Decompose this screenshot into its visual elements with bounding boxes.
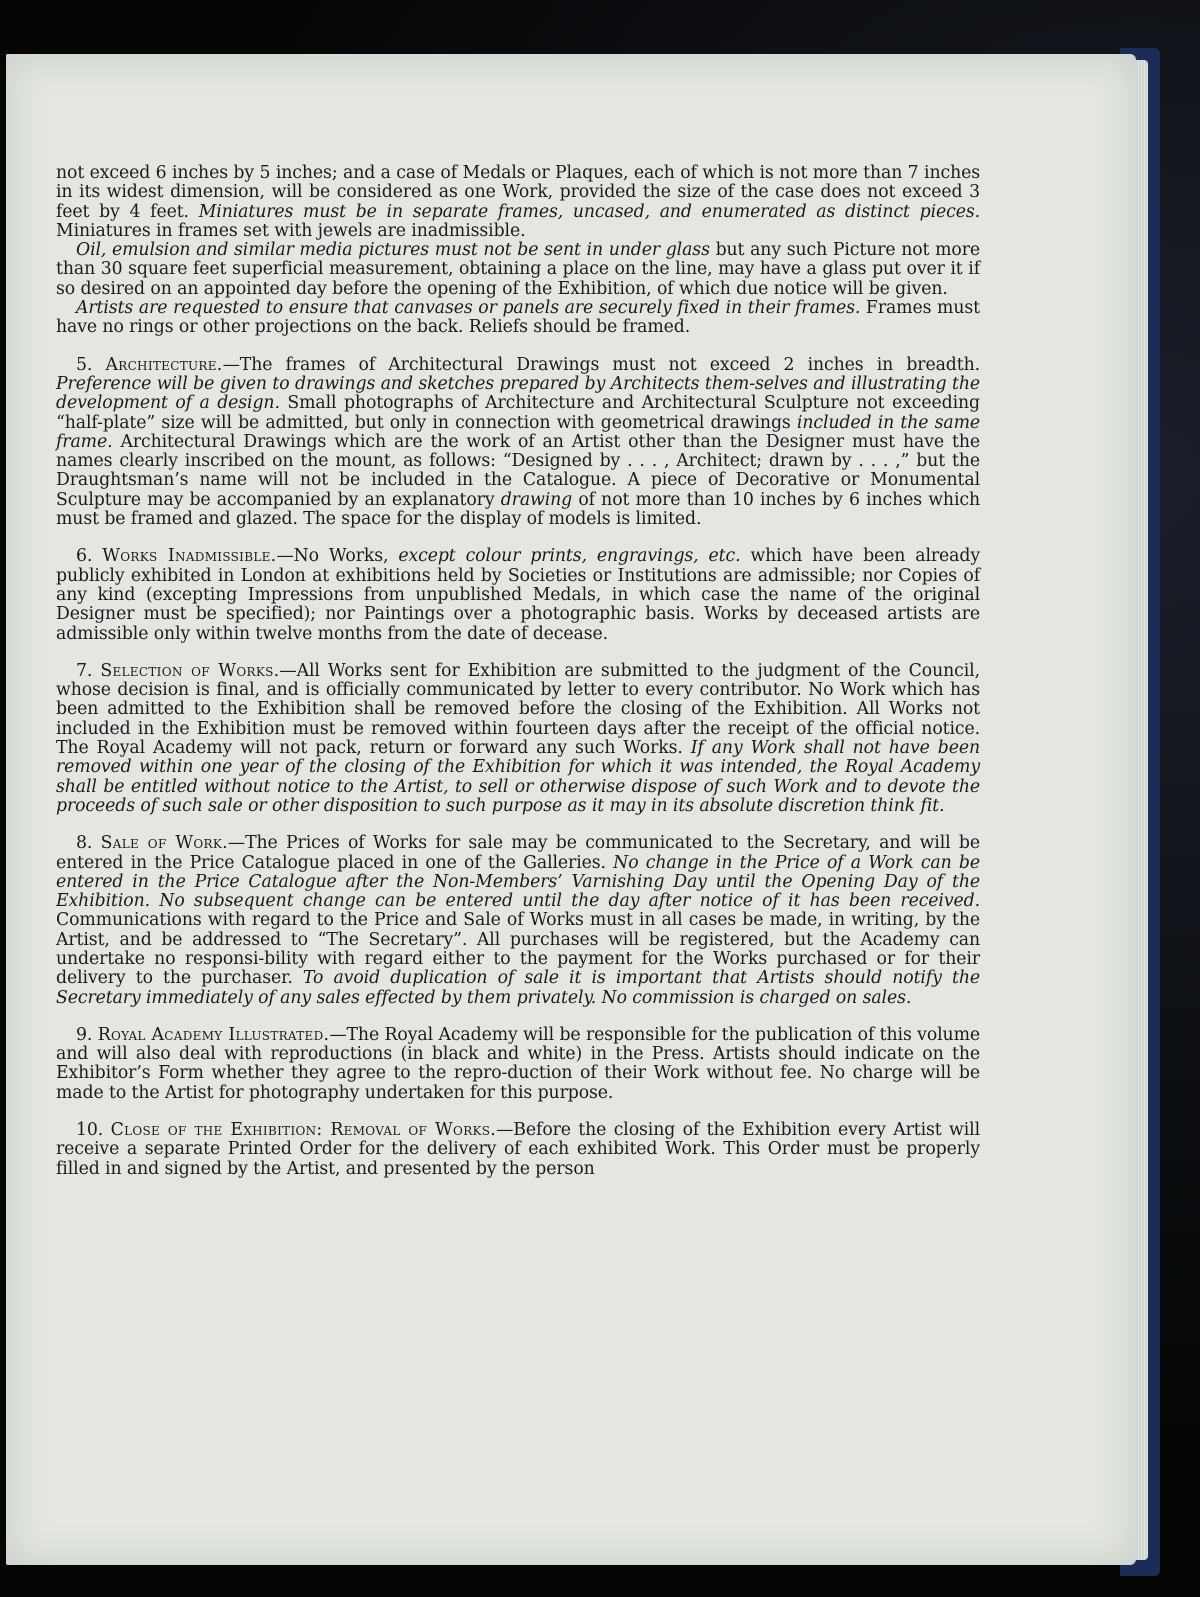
paragraph-size-limits: not exceed 6 inches by 5 inches; and a case of Medals or Plaques, each of which is not more than 7 inches in its widest dimension, will be considered as one Work, provided the size of the case does not exceed 3 feet by 4 feet. Miniatures must be in separate frames, uncased, and enumerated as distinct pieces. Miniatures in frames set with jewels are inadmissible. bbox=[56, 163, 981, 241]
section-5-architecture: 5. Architecture.—The frames of Architectural Drawings must not exceed 2 inches in breadth. Preference will be given to drawings and sketches prepared by Architects them-selves and illustrating the development of a design. Small photographs of Architecture and Architectural Sculpture not exceeding “half-plate” size will be admitted, but only in connection with geometrical drawings included in the same frame. Architectural Drawings which are the work of an Artist other than the Designer must have the names clearly inscribed on the mount, as follows: “Designed by . . . , Architect; drawn by . . . ,” but the Draughtsman’s name will not be included in the Catalogue. A piece of Decorative or Monumental Sculpture may be accompanied by an explanatory drawing of not more than 10 inches by 6 inches which must be framed and glazed. The space for the display of models is limited. bbox=[56, 354, 980, 530]
section-heading: Architecture. bbox=[105, 354, 223, 375]
page-text bbox=[56, 164, 980, 1179]
section-heading: Works Inadmissible. bbox=[102, 546, 277, 567]
section-heading: Sale of Work. bbox=[100, 833, 228, 854]
section-8-sale-of-work: 8. Sale of Work.—The Prices of Works for sale may be communicated to the Secretary, and will be entered in the Price Catalogue placed in one of the Galleries. No change in the Price of a Work can be entered in the Price Catalogue after the Non-Members’ Varnishing Day until the Opening Day of the Exhibition. No subsequent change can be entered until the day after notice of it has been received. Communications with regard to the Price and Sale of Works must in all cases be made, in writing, by the Artist, and be addressed to “The Secretary”. All purchases will be registered, but the Academy can undertake no responsi-bility with regard either to the payment for the Works purchased or for their delivery to the purchaser. To avoid duplication of sale it is important that Artists should notify the Secretary immediately of any sales effected by them privately. No commission is charged on sales. bbox=[56, 833, 980, 1008]
section-7-selection-of-works: 7. Selection of Works.—All Works sent for Exhibition are submitted to the judgment of the Council, whose decision is final, and is officially communicated by letter to every contributor. No Work which has been admitted to the Exhibition shall be removed before the closing of the Exhibition. All Works not included in the Exhibition must be removed within fourteen days after the receipt of the official notice. The Royal Academy will not pack, return or forward any such Works. If any Work shall not have been removed within one year of the closing of the Exhibition for which it was intended, the Royal Academy shall be entitled without notice to the Artist, to sell or otherwise dispose of such Work and to devote the proceeds of such sale or other disposition to such purpose as it may in its absolute discretion think fit. bbox=[56, 660, 980, 816]
paragraph-frames: Artists are requested to ensure that canvases or panels are securely fixed in their frames. Frames must have no rings or other projections on the back. Reliefs should be framed. bbox=[56, 298, 980, 338]
section-6-works-inadmissible: 6. Works Inadmissible.—No Works, except colour prints, engravings, etc. which have been already publicly exhibited in London at exhibitions held by Societies or Institutions are admissible; nor Copies of any kind (excepting Impressions from unpublished Medals, in which case the name of the original Designer must be specified); nor Paintings over a photographic basis. Works by deceased artists are admissible only within twelve months from the date of decease. bbox=[56, 546, 981, 644]
book-page bbox=[6, 54, 1136, 1565]
section-9-royal-academy-illustrated: 9. Royal Academy Illustrated.—The Royal Academy will be responsible for the publication of this volume and will also deal with reproductions (in black and white) in the Press. Artists should indicate on the Exhibitor’s Form whether they agree to the repro-duction of their Work without fee. No charge will be made to the Artist for photography undertaken for this purpose. bbox=[56, 1024, 981, 1103]
section-heading: Close of the Exhibition: Removal of Works. bbox=[110, 1120, 497, 1141]
section-10-close-of-exhibition: 10. Close of the Exhibition: Removal of Works.—Before the closing of the Exhibition every Artist will receive a separate Printed Order for the delivery of each exhibited Work. This Order must be properly filled in and signed by the Artist, and presented by the person bbox=[56, 1120, 981, 1179]
paragraph-glass: Oil, emulsion and similar media pictures must not be sent in under glass but any such Picture not more than 30 square feet superficial measurement, obtaining a place on the line, may have a glass put over it if so desired on an appointed day before the opening of the Exhibition, of which due notice will be given. bbox=[56, 240, 980, 299]
section-heading: Royal Academy Illustrated. bbox=[97, 1024, 330, 1045]
section-heading: Selection of Works. bbox=[100, 660, 280, 681]
